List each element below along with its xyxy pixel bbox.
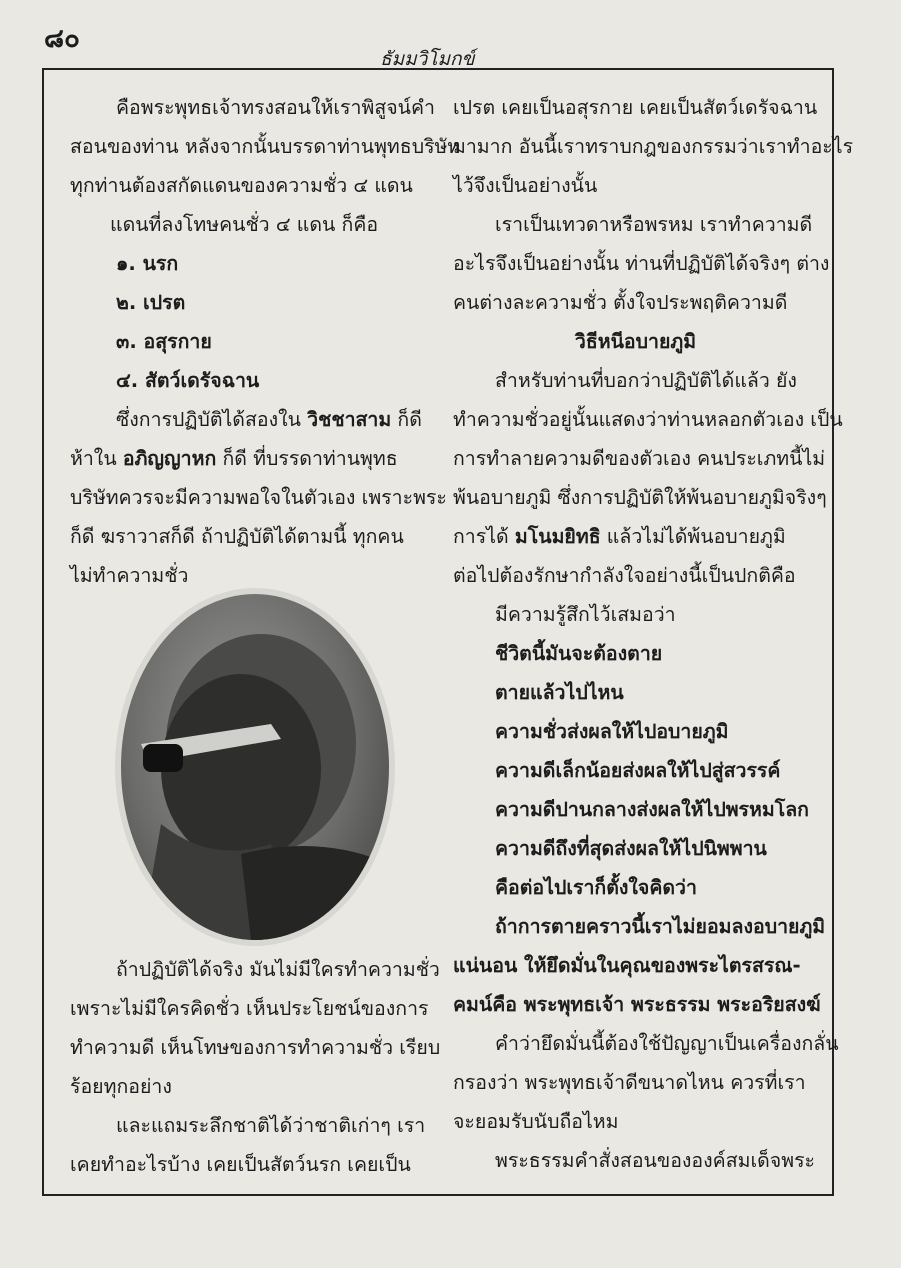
text-line: มามาก อันนี้เราทราบกฎของกรรมว่าเราทำอะไร: [453, 135, 854, 158]
text-line: ก็ดี ฆราวาสก็ดี ถ้าปฏิบัติได้ตามนี้ ทุกคน: [70, 525, 404, 548]
text-line: คำว่ายึดมั่นนี้ต้องใช้ปัญญาเป็นเครื่องกลั่น: [495, 1032, 839, 1055]
bold-term: มโนมยิทธิ: [514, 525, 601, 548]
text-run: ก็ดี: [391, 408, 422, 431]
bold-term: วิชชาสาม: [307, 408, 392, 431]
text-line: การทำลายความดีของตัวเอง คนประเภทนี้ไม่: [453, 447, 826, 470]
text-run: ห้าใน: [70, 447, 123, 470]
text-line: คือพระพุทธเจ้าทรงสอนให้เราพิสูจน์คำ: [116, 96, 435, 119]
text-run: แล้วไม่ได้พ้นอบายภูมิ: [600, 525, 786, 548]
text-line: ไม่ทำความชั่ว: [70, 564, 189, 587]
text-run: ก็ดี ที่บรรดาท่านพุทธ: [216, 447, 398, 470]
portrait-illustration: [121, 594, 389, 940]
bold-line: ตายแล้วไปไหน: [495, 681, 624, 704]
text-line: แดนที่ลงโทษคนชั่ว ๔ แดน ก็คือ: [110, 213, 379, 236]
list-item: ๔. สัตว์เดรัจฉาน: [116, 369, 260, 392]
text-line: ทำความดี เห็นโทษของการทำความชั่ว เรียบ: [70, 1036, 441, 1059]
text-line: [70, 439, 440, 478]
list-item: ๒. เปรต: [116, 291, 186, 314]
text-line: เราเป็นเทวดาหรือพรหม เราทำความดี: [495, 213, 813, 236]
bold-line: คือต่อไปเราก็ตั้งใจคิดว่า: [495, 876, 697, 899]
text-line: สอนของท่าน หลังจากนั้นบรรดาท่านพุทธบริษัท: [70, 135, 461, 158]
text-line: ต่อไปต้องรักษากำลังใจอย่างนี้เป็นปกติคือ: [453, 564, 796, 587]
text-line: ทำความชั่วอยู่นั้นแสดงว่าท่านหลอกตัวเอง เป็น: [453, 408, 843, 431]
page-number: ๘๐: [44, 24, 80, 54]
running-head: ธัมมวิโมกข์: [380, 48, 475, 70]
text-line: เพราะไม่มีใครคิดชั่ว เห็นประโยชน์ของการ: [70, 997, 429, 1020]
text-line: พ้นอบายภูมิ ซึ่งการปฏิบัติให้พ้นอบายภูมิจริงๆ: [453, 486, 827, 509]
list-item: ๑. นรก: [116, 252, 179, 275]
right-column: [453, 88, 854, 1180]
text-line: ทุกท่านต้องสกัดแดนของความชั่ว ๔ แดน: [70, 174, 413, 197]
text-line: คนต่างละความชั่ว ตั้งใจประพฤติความดี: [453, 291, 788, 314]
text-run: การได้: [453, 525, 515, 548]
bold-line: แน่นอน ให้ยึดมั่นในคุณของพระไตรสรณ-: [453, 954, 801, 977]
text-line: กรองว่า พระพุทธเจ้าดีขนาดไหน ควรที่เรา: [453, 1071, 806, 1094]
text-line: พระธรรมคำสั่งสอนขององค์สมเด็จพระ: [495, 1149, 816, 1172]
text-line: [70, 400, 440, 439]
text-line: ร้อยทุกอย่าง: [70, 1075, 172, 1098]
text-line: จะยอมรับนับถือไหม: [453, 1110, 619, 1133]
text-line: เปรต เคยเป็นอสุรกาย เคยเป็นสัตว์เดรัจฉาน: [453, 96, 818, 119]
bold-line: ความดีถึงที่สุดส่งผลให้ไปนิพพาน: [495, 837, 767, 860]
bold-line: ความชั่วส่งผลให้ไปอบายภูมิ: [495, 720, 729, 743]
text-run: ซึ่งการปฏิบัติได้สองใน: [116, 408, 308, 431]
text-line: อะไรจึงเป็นอย่างนั้น ท่านที่ปฏิบัติได้จริงๆ ต่าง: [453, 252, 830, 275]
list-item: ๓. อสุรกาย: [116, 330, 212, 353]
bold-line: ความดีเล็กน้อยส่งผลให้ไปสู่สวรรค์: [495, 759, 781, 782]
text-line: [453, 517, 818, 556]
bold-term: อภิญญาหก: [122, 447, 217, 470]
bold-line: คมน์คือ พระพุทธเจ้า พระธรรม พระอริยสงฆ์: [453, 993, 821, 1016]
text-line: มีความรู้สึกไว้เสมอว่า: [495, 603, 676, 626]
text-line: สำหรับท่านที่บอกว่าปฏิบัติได้แล้ว ยัง: [495, 369, 797, 392]
bold-line: ถ้าการตายคราวนี้เราไม่ยอมลงอบายภูมิ: [495, 915, 826, 938]
text-line: บริษัทควรจะมีความพอใจในตัวเอง เพราะพระ: [70, 486, 447, 509]
bold-line: ความดีปานกลางส่งผลให้ไปพรหมโลก: [495, 798, 809, 821]
text-line: และแถมระลึกชาติได้ว่าชาติเก่าๆ เรา: [116, 1114, 426, 1137]
section-heading: วิธีหนีอบายภูมิ: [574, 330, 697, 353]
text-line: ถ้าปฏิบัติได้จริง มันไม่มีใครทำความชั่ว: [116, 958, 440, 981]
text-line: เคยทำอะไรบ้าง เคยเป็นสัตว์นรก เคยเป็น: [70, 1153, 411, 1176]
left-column-bottom: [70, 950, 440, 1184]
monk-portrait-photo: [115, 588, 395, 946]
text-line: ไว้จึงเป็นอย่างนั้น: [453, 174, 598, 197]
bold-line: ชีวิตนี้มันจะต้องตาย: [495, 642, 663, 665]
left-column: [70, 88, 461, 595]
